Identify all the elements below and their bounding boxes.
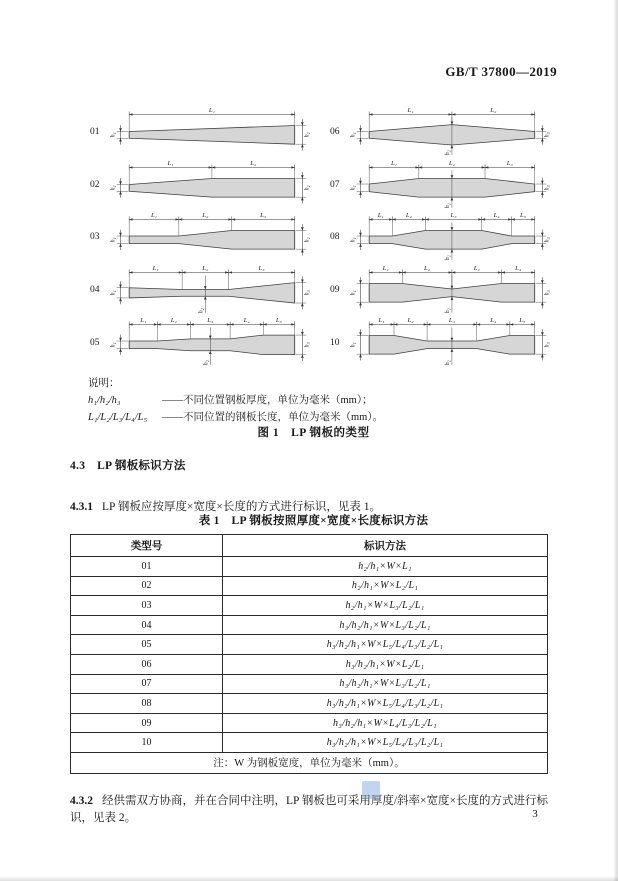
svg-text:h₃: h₃	[303, 342, 311, 348]
svg-text:L₁: L₁	[208, 107, 215, 114]
svg-text:L₃: L₃	[448, 317, 455, 325]
svg-text:L₂: L₂	[407, 317, 414, 325]
table-row	[71, 654, 548, 674]
svg-text:L₁: L₁	[150, 212, 158, 219]
svg-text:L₂: L₂	[448, 159, 455, 167]
type-number-cell: 04	[71, 615, 223, 635]
svg-text:L₃: L₃	[207, 317, 214, 325]
svg-text:L₂: L₂	[170, 317, 177, 325]
svg-text:L₃: L₃	[450, 212, 457, 219]
svg-text:h₂: h₂	[443, 360, 452, 366]
table-1-wrapper	[70, 534, 548, 774]
svg-text:L₁: L₁	[382, 265, 389, 272]
table-row	[71, 713, 548, 733]
legend-term: L₁/L₂/L₃/L₄/L₅	[88, 412, 148, 423]
figure-legend	[88, 375, 383, 426]
figure-type-03	[90, 211, 318, 264]
plate-diagram-svg	[348, 316, 552, 369]
svg-text:h₁: h₁	[109, 132, 117, 138]
figure-type-05	[90, 316, 318, 369]
method-cell: h₂/h₁×W×L₂/L₁	[223, 576, 548, 596]
svg-text:h₁: h₁	[109, 184, 117, 190]
figure-type-09	[330, 264, 558, 317]
figure-caption: 图 1 LP 钢板的类型	[257, 427, 370, 439]
table-row	[71, 596, 548, 616]
svg-text:L₁: L₁	[378, 317, 385, 325]
svg-text:L₁: L₁	[407, 107, 414, 114]
page-number: 3	[532, 808, 538, 820]
diagram-number: 04	[90, 285, 100, 296]
diagram-number: 07	[330, 179, 340, 190]
table-1-title: 表 1 LP 钢板按照厚度×宽度×长度标识方法	[198, 515, 429, 527]
svg-text:h₃: h₃	[543, 290, 551, 296]
paragraph-4-3-2	[70, 793, 562, 828]
figure-type-07	[330, 159, 558, 212]
diagram-number: 05	[90, 337, 100, 348]
legend-description: ——不同位置钢板厚度，单位为毫米（mm）；	[162, 395, 373, 406]
doc-number: GB/T 37800—2019	[445, 64, 557, 79]
plate-diagram-svg	[108, 106, 312, 159]
svg-text:L₁: L₁	[167, 159, 174, 167]
table-row	[71, 557, 548, 577]
diagram-number: 06	[330, 127, 340, 138]
svg-text:L₄: L₄	[490, 317, 497, 325]
svg-text:L₃: L₃	[473, 265, 480, 272]
svg-text:h₁: h₁	[109, 237, 117, 243]
table-row	[71, 615, 548, 635]
paragraph-number: 4.3.1	[70, 500, 93, 513]
plate-diagram-svg	[108, 264, 312, 317]
legend-title: 说明：	[88, 378, 120, 389]
plate-diagram-svg	[108, 316, 312, 369]
table-row	[71, 635, 548, 655]
scan-edge-right	[613, 0, 618, 881]
column-header-method: 标识方法	[223, 535, 548, 557]
plate-diagram-svg	[348, 264, 552, 317]
diagram-number: 02	[90, 179, 100, 190]
svg-text:L₄: L₄	[493, 212, 500, 219]
type-number-cell: 02	[71, 576, 223, 596]
svg-text:h₂: h₂	[443, 150, 452, 156]
figure-type-10	[330, 316, 558, 369]
method-cell: h₃/h₂/h₁×W×L₅/L₄/L₃/L₂/L₁	[223, 635, 548, 655]
svg-text:h₂: h₂	[443, 307, 452, 313]
table-note-row	[71, 752, 548, 773]
diagram-number: 03	[90, 232, 100, 243]
svg-text:L₂: L₂	[202, 265, 209, 272]
svg-text:L₂: L₂	[424, 265, 431, 272]
diagram-number: 08	[330, 232, 340, 243]
column-header-type: 类型号	[71, 535, 223, 557]
paragraph-text: 经供需双方协商，并在合同中注明，LP 钢板也可采用厚度/斜率×宽度×长度的方式进行标识，见表 2。	[70, 794, 549, 824]
svg-text:h₃: h₃	[543, 132, 551, 138]
table-row	[71, 694, 548, 714]
svg-text:h₃: h₃	[303, 290, 311, 296]
svg-text:h₂: h₂	[303, 237, 311, 243]
legend-term: h₁/h₂/h₃	[88, 395, 121, 406]
legend-items	[88, 392, 383, 426]
table-note: 注：W 为钢板宽度，单位为毫米（mm）。	[71, 752, 548, 773]
figure-type-06	[330, 106, 558, 159]
figure-column-right	[330, 106, 558, 369]
method-cell: h₃/h₂/h₁×W×L₅/L₄/L₃/L₂/L₁	[223, 733, 548, 753]
type-number-cell: 10	[71, 733, 223, 753]
paragraph-text: LP 钢板应按厚度×宽度×长度的方式进行标识，见表 1。	[102, 500, 381, 513]
svg-text:L₄: L₄	[243, 317, 250, 325]
table-header-row	[71, 535, 548, 557]
svg-text:L₂: L₂	[490, 107, 497, 114]
method-cell: h₂/h₁×W×L₃/L₂/L₁	[223, 596, 548, 616]
paragraph-number: 4.3.2	[70, 794, 93, 807]
svg-text:h₁: h₁	[349, 132, 357, 138]
svg-text:h₂: h₂	[197, 307, 205, 313]
svg-text:h₃: h₃	[543, 237, 551, 243]
figure-type-04	[90, 264, 318, 317]
method-cell: h₃/h₂/h₁×W×L₄/L₃/L₂/L₁	[223, 713, 548, 733]
type-number-cell: 01	[71, 557, 223, 577]
svg-text:h₂: h₂	[202, 360, 210, 366]
type-number-cell: 06	[71, 654, 223, 674]
svg-text:h₂: h₂	[443, 255, 452, 261]
svg-text:L₃: L₃	[506, 159, 513, 167]
diagram-number: 09	[330, 285, 340, 296]
table-row	[71, 674, 548, 694]
svg-text:h₁: h₁	[349, 184, 357, 190]
type-number-cell: 03	[71, 596, 223, 616]
svg-text:L₅: L₅	[519, 317, 526, 325]
plate-diagram-svg	[348, 106, 552, 159]
svg-text:h₁: h₁	[109, 290, 117, 296]
figure-type-01	[90, 106, 318, 159]
figure-1-diagrams	[90, 106, 560, 369]
svg-text:L₁: L₁	[390, 159, 398, 167]
svg-text:L₂: L₂	[202, 212, 209, 219]
svg-text:L₃: L₃	[260, 212, 267, 219]
svg-text:h₁: h₁	[349, 290, 357, 296]
section-4-3-heading: 4.3 LP 钢板标识方法	[70, 460, 186, 472]
svg-text:L₁: L₁	[140, 317, 147, 325]
type-number-cell: 09	[71, 713, 223, 733]
svg-text:L₂: L₂	[250, 159, 257, 167]
svg-text:h₁: h₁	[349, 237, 357, 243]
svg-text:h₃: h₃	[543, 342, 551, 348]
plate-diagram-svg	[108, 211, 312, 264]
svg-text:L₄: L₄	[515, 265, 522, 272]
svg-text:L₅: L₅	[520, 212, 527, 219]
svg-text:L₂: L₂	[405, 212, 412, 219]
legend-description: ——不同位置的钢板长度，单位为毫米（mm）。	[162, 412, 384, 423]
svg-text:h₁: h₁	[349, 342, 357, 348]
svg-text:h₂: h₂	[443, 202, 452, 208]
type-number-cell: 08	[71, 694, 223, 714]
plate-diagram-svg	[348, 211, 552, 264]
type-number-cell: 07	[71, 674, 223, 694]
diagram-number: 10	[330, 337, 340, 348]
figure-type-08	[330, 211, 558, 264]
svg-text:h₂: h₂	[303, 132, 311, 138]
diagram-number: 01	[90, 127, 100, 138]
method-cell: h₂/h₁×W×L₁	[223, 557, 548, 577]
svg-text:h₂: h₂	[303, 184, 311, 190]
table-row	[71, 576, 548, 596]
plate-diagram-svg	[108, 159, 312, 212]
method-cell: h₃/h₂/h₁×W×L₂/L₁	[223, 654, 548, 674]
svg-text:L₁: L₁	[152, 265, 159, 272]
svg-text:h₃: h₃	[543, 184, 551, 190]
svg-text:L₃: L₃	[258, 265, 265, 272]
svg-text:L₁: L₁	[377, 212, 384, 219]
method-cell: h₃/h₂/h₁×W×L₃/L₂/L₁	[223, 615, 548, 635]
type-number-cell: 05	[71, 635, 223, 655]
legend-item	[88, 392, 383, 409]
figure-type-02	[90, 159, 318, 212]
svg-text:h₁: h₁	[109, 342, 117, 348]
watermark-stamp	[362, 781, 380, 799]
figure-column-left	[90, 106, 318, 369]
method-cell: h₃/h₂/h₁×W×L₅/L₄/L₃/L₂/L₁	[223, 694, 548, 714]
identification-table	[70, 534, 548, 774]
method-cell: h₃/h₂/h₁×W×L₃/L₂/L₁	[223, 674, 548, 694]
svg-text:L₅: L₅	[275, 317, 282, 325]
table-row	[71, 733, 548, 753]
scan-edge-bottom	[0, 876, 618, 881]
plate-diagram-svg	[348, 159, 552, 212]
